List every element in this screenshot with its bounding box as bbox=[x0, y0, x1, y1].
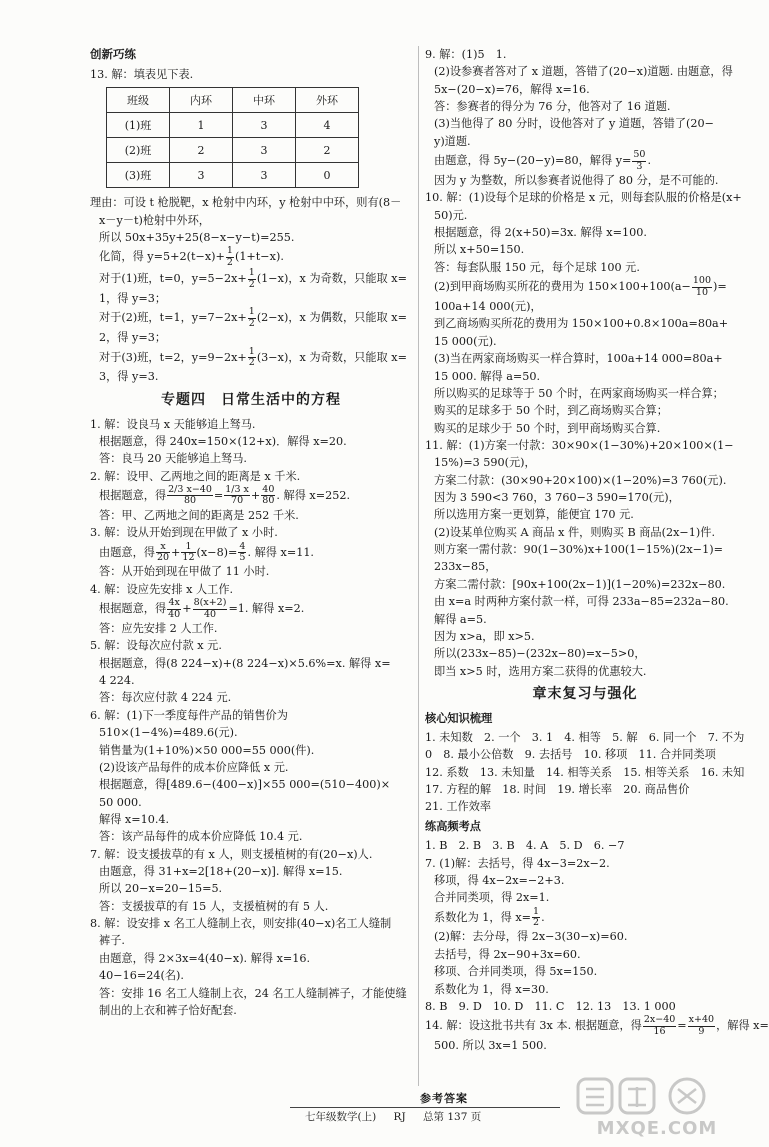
answer-line: (2)设该产品每件的成本价应降低 x 元. bbox=[99, 760, 289, 774]
answer-line: 因为 x>a，即 x>5. bbox=[434, 629, 535, 643]
table-cell: 3 bbox=[233, 163, 296, 188]
answer-line bbox=[425, 1014, 769, 1037]
denominator: 2 bbox=[226, 256, 233, 268]
table-cell: 4 bbox=[296, 113, 359, 138]
table-cell: 3 bbox=[233, 138, 296, 163]
table-row bbox=[107, 113, 359, 138]
numerator: 40 bbox=[262, 483, 275, 495]
table-cell: 3 bbox=[233, 113, 296, 138]
answer-line: 答：每次应付款 4 224 元. bbox=[99, 691, 232, 705]
table-header: 内环 bbox=[170, 88, 233, 113]
answer-line: 因为 3 590<3 760，3 760−3 590=170(元)， bbox=[434, 491, 680, 505]
denominator: 16 bbox=[653, 1025, 666, 1037]
fraction bbox=[688, 1015, 715, 1037]
answer-line: 移项，得 4x−2x=−2+3. bbox=[434, 873, 565, 887]
watermark-text: MXQE.COM bbox=[596, 1118, 718, 1139]
answer-line: 3. 解：设从开始到现在甲做了 x 小时. bbox=[90, 526, 278, 540]
answer-line: 根据题意，得(8 224−x)+(8 224−x)×5.6%=x. 解得 x= bbox=[99, 656, 391, 670]
answer-line: 500. 所以 3x=1 500. bbox=[434, 1039, 547, 1053]
text-part: 系数化为 1，得 x= bbox=[434, 910, 532, 924]
answer-line: 解得 x=10.4. bbox=[99, 812, 170, 826]
table-cell: 3 bbox=[170, 163, 233, 188]
text-part: )= bbox=[713, 280, 727, 294]
table-cell: (2)班 bbox=[107, 138, 170, 163]
denominator: 3 bbox=[636, 160, 643, 172]
answer-line: 购买的足球少于 50 个时，到甲商场购买合算. bbox=[434, 421, 661, 435]
answer-line: 510×(1−4%)=489.6(元). bbox=[99, 726, 238, 740]
denominator: 12 bbox=[182, 551, 195, 563]
fraction bbox=[248, 268, 256, 290]
table-cell: (1)班 bbox=[107, 113, 170, 138]
text-part: 对于(1)班，t=0，y=5−2x+ bbox=[99, 272, 247, 286]
text-part: . 解得 x=252. bbox=[276, 488, 351, 502]
answer-line: 21. 工作效率 bbox=[425, 800, 492, 814]
answer-line: 制出的上衣和裤子恰好配套. bbox=[99, 1003, 237, 1017]
answer-line: 所以(233x−85)−(232x−80)=x−5>0， bbox=[434, 647, 646, 661]
answer-line: 由题意，得 2×3x=4(40−x). 解得 x=16. bbox=[99, 951, 311, 965]
answer-line: 答：支援拔草的有 15 人，支援植树的有 5 人. bbox=[99, 899, 329, 913]
fraction bbox=[692, 276, 712, 298]
answer-line: 所以购买的足球等于 50 个时，在两家商场购买一样合算； bbox=[434, 386, 724, 400]
answer-line: 50 000. bbox=[99, 795, 142, 809]
text-part: + bbox=[171, 545, 181, 559]
text-part: + bbox=[250, 488, 261, 502]
text-part: 对于(2)班，t=1，y=7−2x+ bbox=[99, 311, 247, 325]
answer-line: 233x−85， bbox=[434, 560, 497, 574]
left-column bbox=[90, 46, 412, 1019]
fraction bbox=[643, 1015, 676, 1037]
text-part: + bbox=[182, 602, 192, 616]
answer-line: 15 000. 解得 a=50. bbox=[434, 369, 541, 383]
answer-line: 销售量为(1+10%)×50 000=55 000(件). bbox=[99, 743, 315, 757]
answer-line: 4. 解：设应先安排 x 人工作. bbox=[90, 582, 234, 596]
table-cell: 0 bbox=[296, 163, 359, 188]
answer-line: 100a+14 000(元)， bbox=[434, 300, 542, 314]
answer-line: 购买的足球多于 50 个时，到乙商场购买合算； bbox=[434, 404, 668, 418]
footer-page-number: 总第 137 页 bbox=[423, 1111, 482, 1123]
answer-line: 理由：可设 t 枪脱靶，x 枪射中内环，y 枪射中中环，则有(8－ bbox=[90, 196, 402, 210]
answer-line: 7. (1)解：去括号，得 4x−3=2x−2. bbox=[425, 856, 610, 870]
answer-line: 1. B 2. B 3. B 4. A 5. D 6. −7 bbox=[425, 839, 625, 853]
numerator-part: 2/3 bbox=[168, 483, 184, 495]
denominator: 2 bbox=[248, 357, 255, 369]
fraction bbox=[224, 485, 250, 507]
text-part: = bbox=[213, 488, 224, 502]
numerator: 1 bbox=[248, 267, 255, 279]
denominator: 2 bbox=[533, 917, 540, 929]
answer-line: 7. 解：设支援拔草的有 x 人，则支援植树的有(20−x)人. bbox=[90, 847, 373, 861]
answer-line: 5x−(20−x)=76，解得 x=16. bbox=[434, 82, 590, 96]
answer-line bbox=[90, 268, 412, 290]
answer-line: 则方案一需付款：90(1−30%)x+100(1−15%)(2x−1)= bbox=[434, 543, 723, 557]
text-part: (a− bbox=[670, 280, 691, 294]
answer-line bbox=[90, 485, 412, 507]
fraction bbox=[248, 307, 256, 329]
numerator: 1 bbox=[533, 905, 540, 917]
section-label: 创新巧练 bbox=[90, 47, 136, 61]
answer-line: 答：从开始到现在甲做了 11 小时. bbox=[99, 565, 270, 579]
fraction bbox=[261, 485, 275, 507]
text-part: . 解得 x=11. bbox=[247, 545, 314, 559]
text-part: . bbox=[541, 910, 545, 924]
text-part: (3−x)，x 为奇数，只能取 x= bbox=[256, 350, 407, 364]
subsection-title: 核心知识梳理 bbox=[425, 711, 493, 725]
answer-line: 所以 50x+35y+25(8−x−y−t)=255. bbox=[99, 230, 295, 244]
text-part: (x−8)= bbox=[196, 545, 238, 559]
answer-line: 答：该产品每件的成本价应降低 10.4 元. bbox=[99, 830, 303, 844]
answer-line: 15 000(元). bbox=[434, 334, 497, 348]
answer-line: (2)设某单位购买 A 商品 x 件，则购买 B 商品(2x−1)件. bbox=[434, 525, 715, 539]
answer-line: 11. 解：(1)方案一付款：30×90×(1−30%)+20×100×(1− bbox=[425, 438, 734, 452]
footer-edition: RJ bbox=[393, 1111, 406, 1123]
answer-line bbox=[425, 276, 745, 298]
fraction bbox=[532, 907, 540, 929]
answer-line bbox=[90, 598, 412, 620]
answer-line: 17. 方程的解 18. 时间 19. 增长率 20. 商品售价 bbox=[425, 783, 690, 797]
answer-line: 所以选用方案一更划算，能便宜 170 元. bbox=[434, 508, 634, 522]
fraction bbox=[167, 598, 181, 620]
text-part: 对于(3)班，t=2，y=9−2x+ bbox=[99, 350, 247, 364]
denominator: 2 bbox=[248, 278, 255, 290]
answer-line: 答：良马 20 天能够追上驽马. bbox=[99, 452, 247, 466]
table-cell: 2 bbox=[170, 138, 233, 163]
answer-line bbox=[90, 246, 412, 268]
answer-line: 0 8. 最小公倍数 9. 去括号 10. 移项 11. 合并同类项 bbox=[425, 748, 716, 762]
table-row bbox=[107, 163, 359, 188]
answer-line: 10. 解：(1)设每个足球的价格是 x 元，则每套队服的价格是(x+ bbox=[425, 191, 742, 205]
answer-line: 8. 解：设安排 x 名工人缝制上衣，则安排(40−x)名工人缝制 bbox=[90, 917, 392, 931]
answer-line: (3)当在两家商场购买一样合算时，100a+14 000=80a+ bbox=[434, 352, 723, 366]
answer-line: (2)设参赛者答对了 x 道题，答错了(20−x)道题. 由题意，得 bbox=[434, 65, 733, 79]
text-part: ，解得 x= bbox=[716, 1019, 769, 1033]
denominator: 5 bbox=[239, 551, 246, 563]
answer-line: 40−16=24(名). bbox=[99, 969, 184, 983]
answer-line: 1. 未知数 2. 一个 3. 1 4. 相等 5. 解 6. 同一个 7. 不为 bbox=[425, 731, 745, 745]
answer-line: 即当 x>5 时，选用方案二获得的优惠较大. bbox=[434, 664, 647, 678]
fraction bbox=[226, 246, 234, 268]
answer-line: 方案二需付款：[90x+100(2x−1)](1−20%)=232x−80. bbox=[434, 577, 726, 591]
answer-line: 所以 20−x=20−15=5. bbox=[99, 882, 223, 896]
numerator: 4x bbox=[168, 597, 180, 609]
answer-line: 所以 x+50=150. bbox=[434, 243, 525, 257]
text-part: =1. 解得 x=2. bbox=[228, 602, 305, 616]
denominator: 20 bbox=[156, 551, 170, 563]
answer-line: 根据题意，得 2(x+50)=3x. 解得 x=100. bbox=[434, 226, 647, 240]
answer-line: 5. 解：设每次应付款 x 元. bbox=[90, 639, 222, 653]
answer-line: 2. 解：设甲、乙两地之间的距离是 x 千米. bbox=[90, 469, 301, 483]
denominator: 2 bbox=[248, 317, 255, 329]
answer-line: 3，得 y=3. bbox=[99, 370, 159, 384]
denominator: 80 bbox=[183, 495, 197, 507]
table-cell: 1 bbox=[170, 113, 233, 138]
answer-line: 根据题意，得 240x=150×(12+x)．解得 x=20. bbox=[99, 434, 347, 448]
footer-info bbox=[305, 1109, 495, 1125]
numerator: x+40 bbox=[688, 1014, 715, 1026]
answer-line bbox=[90, 542, 412, 564]
answer-line: 根据题意，得[489.6−(400−x)]×55 000=(510−400)× bbox=[99, 778, 391, 792]
score-table bbox=[106, 87, 359, 188]
numerator: 8(x+2) bbox=[193, 597, 227, 609]
table-header: 外环 bbox=[296, 88, 359, 113]
text-part: (2−x)，x 为偶数，只能取 x= bbox=[256, 311, 407, 325]
numerator: 1 bbox=[226, 245, 233, 257]
text-part: 由题意，得 bbox=[99, 545, 155, 559]
denominator: 40 bbox=[168, 608, 181, 620]
text-part: 化简，得 y=5+2(t−x)+ bbox=[99, 250, 225, 264]
answer-line: 移项、合并同类项，得 5x=150. bbox=[434, 965, 598, 979]
answer-line: 50)元. bbox=[434, 208, 468, 222]
footer-rule bbox=[290, 1107, 560, 1108]
fraction bbox=[193, 598, 228, 620]
text-part: (1+t−x). bbox=[234, 250, 284, 264]
answer-line: 裤子. bbox=[99, 934, 125, 948]
numerator: 100 bbox=[692, 275, 712, 287]
answer-line bbox=[425, 907, 745, 929]
table-header: 班级 bbox=[107, 88, 170, 113]
answer-line: 1，得 y=3； bbox=[99, 292, 167, 305]
right-column bbox=[425, 46, 769, 1055]
denominator: 80 bbox=[262, 495, 275, 507]
text-part: 由题意，得 5y−(20−y)=80，解得 y= bbox=[434, 154, 632, 168]
text-part: 14. 解：设这批书共有 3x 本. 根据题意，得 bbox=[425, 1019, 642, 1033]
answer-line: 1. 解：设良马 x 天能够追上驽马. bbox=[90, 417, 256, 431]
answer-line: 答：每套队服 150 元，每个足球 100 元. bbox=[434, 260, 640, 274]
subsection-title: 练高频考点 bbox=[425, 819, 481, 833]
fraction bbox=[248, 347, 256, 369]
answer-line: x－y－t)枪射中外环， bbox=[99, 213, 210, 227]
answer-line bbox=[90, 307, 412, 329]
table-row bbox=[107, 138, 359, 163]
answer-line: 解得 a=5. bbox=[434, 612, 487, 626]
numerator: 1 bbox=[181, 542, 195, 553]
fraction bbox=[156, 542, 170, 564]
fraction bbox=[167, 485, 213, 507]
answer-line: 去括号，得 2x−90+3x=60. bbox=[434, 947, 581, 961]
text-part: = bbox=[677, 1019, 687, 1033]
footer-grade: 七年级数学(上) bbox=[305, 1111, 377, 1123]
answer-line: 因为 y 为整数，所以参赛者说他得了 80 分，是不可能的. bbox=[434, 174, 719, 188]
answer-line: 6. 解：(1)下一季度每件产品的销售价为 bbox=[90, 708, 288, 722]
answer-line bbox=[90, 347, 412, 369]
answer-line: 由 x=a 时两种方案付款一样，可得 233a−85=232a−80. bbox=[434, 595, 729, 609]
answer-line: 系数化为 1，得 x=30. bbox=[434, 982, 549, 996]
answer-line: y)道题. bbox=[434, 134, 471, 148]
answer-line: 9. 解：(1)5 1. bbox=[425, 48, 507, 61]
section-title: 专题四 日常生活中的方程 bbox=[161, 391, 341, 408]
table-cell: (3)班 bbox=[107, 163, 170, 188]
numerator: 2x−40 bbox=[643, 1014, 676, 1026]
numerator: 1 bbox=[248, 345, 255, 357]
column-divider bbox=[418, 46, 419, 1086]
fraction bbox=[632, 150, 646, 172]
text-part: . bbox=[647, 154, 652, 168]
answer-line: 方案二付款：(30×90+20×100)×(1−20%)=3 760(元). bbox=[434, 473, 727, 487]
answer-line: 到乙商场购买所花的费用为 150×100+0.8×100a=80a+ bbox=[434, 317, 729, 331]
numerator-part: x−40 bbox=[186, 483, 212, 495]
answer-line: 2，得 y=3； bbox=[99, 331, 167, 345]
section-title: 章末复习与强化 bbox=[532, 685, 638, 702]
text-part: (2)到甲商场购买所花的费用为 150×100+100 bbox=[434, 280, 671, 294]
answer-line: 12. 系数 13. 未知量 14. 相等关系 15. 相等关系 16. 未知 bbox=[425, 765, 745, 779]
answer-line: 4 224. bbox=[99, 674, 135, 688]
table-header: 中环 bbox=[233, 88, 296, 113]
denominator: 10 bbox=[695, 286, 708, 298]
answer-line bbox=[425, 150, 745, 172]
answer-line: (3)当他得了 80 分时，设他答对了 y 道题，答错了(20− bbox=[434, 117, 714, 131]
answer-line: (2)解：去分母，得 2x−3(30−x)=60. bbox=[434, 930, 628, 944]
numerator: 1/3 x bbox=[225, 483, 249, 495]
numerator: 50 bbox=[633, 149, 646, 161]
table-header-row bbox=[107, 88, 359, 113]
fraction bbox=[181, 542, 195, 564]
numerator: 4 bbox=[239, 540, 246, 552]
denominator: 40 bbox=[203, 608, 217, 620]
answer-line: 答：参赛者的得分为 76 分，他答对了 16 道题. bbox=[434, 100, 671, 114]
denominator: 9 bbox=[698, 1025, 705, 1037]
denominator: 70 bbox=[231, 495, 244, 507]
numerator: 1 bbox=[248, 306, 255, 318]
watermark-logo-icon bbox=[572, 1075, 742, 1117]
answer-line: 15%)=3 590(元)， bbox=[434, 456, 536, 470]
fraction bbox=[238, 542, 246, 564]
answer-line: 合并同类项，得 2x=1. bbox=[434, 891, 550, 905]
numerator: x bbox=[156, 542, 170, 553]
answer-line: 答：甲、乙两地之间的距离是 252 千米. bbox=[99, 508, 299, 522]
footer-title: 参考答案 bbox=[420, 1092, 468, 1105]
text-part: (1−x)，x 为奇数，只能取 x= bbox=[256, 272, 407, 286]
watermark bbox=[572, 1075, 742, 1141]
q13-intro: 13. 解：填表见下表. bbox=[90, 67, 194, 81]
text-part: 根据题意，得 bbox=[99, 488, 167, 502]
answer-line: 8. B 9. D 10. D 11. C 12. 13 13. 1 000 bbox=[425, 999, 676, 1013]
answer-line: 答：应先安排 2 人工作. bbox=[99, 622, 218, 636]
answer-line: 答：安排 16 名工人缝制上衣，24 名工人缝制裤子，才能使缝 bbox=[99, 986, 407, 1000]
table-cell: 2 bbox=[296, 138, 359, 163]
answer-line: 由题意，得 31+x=2[18+(20−x)]. 解得 x=15. bbox=[99, 865, 343, 879]
text-part: 根据题意，得 bbox=[99, 602, 167, 616]
